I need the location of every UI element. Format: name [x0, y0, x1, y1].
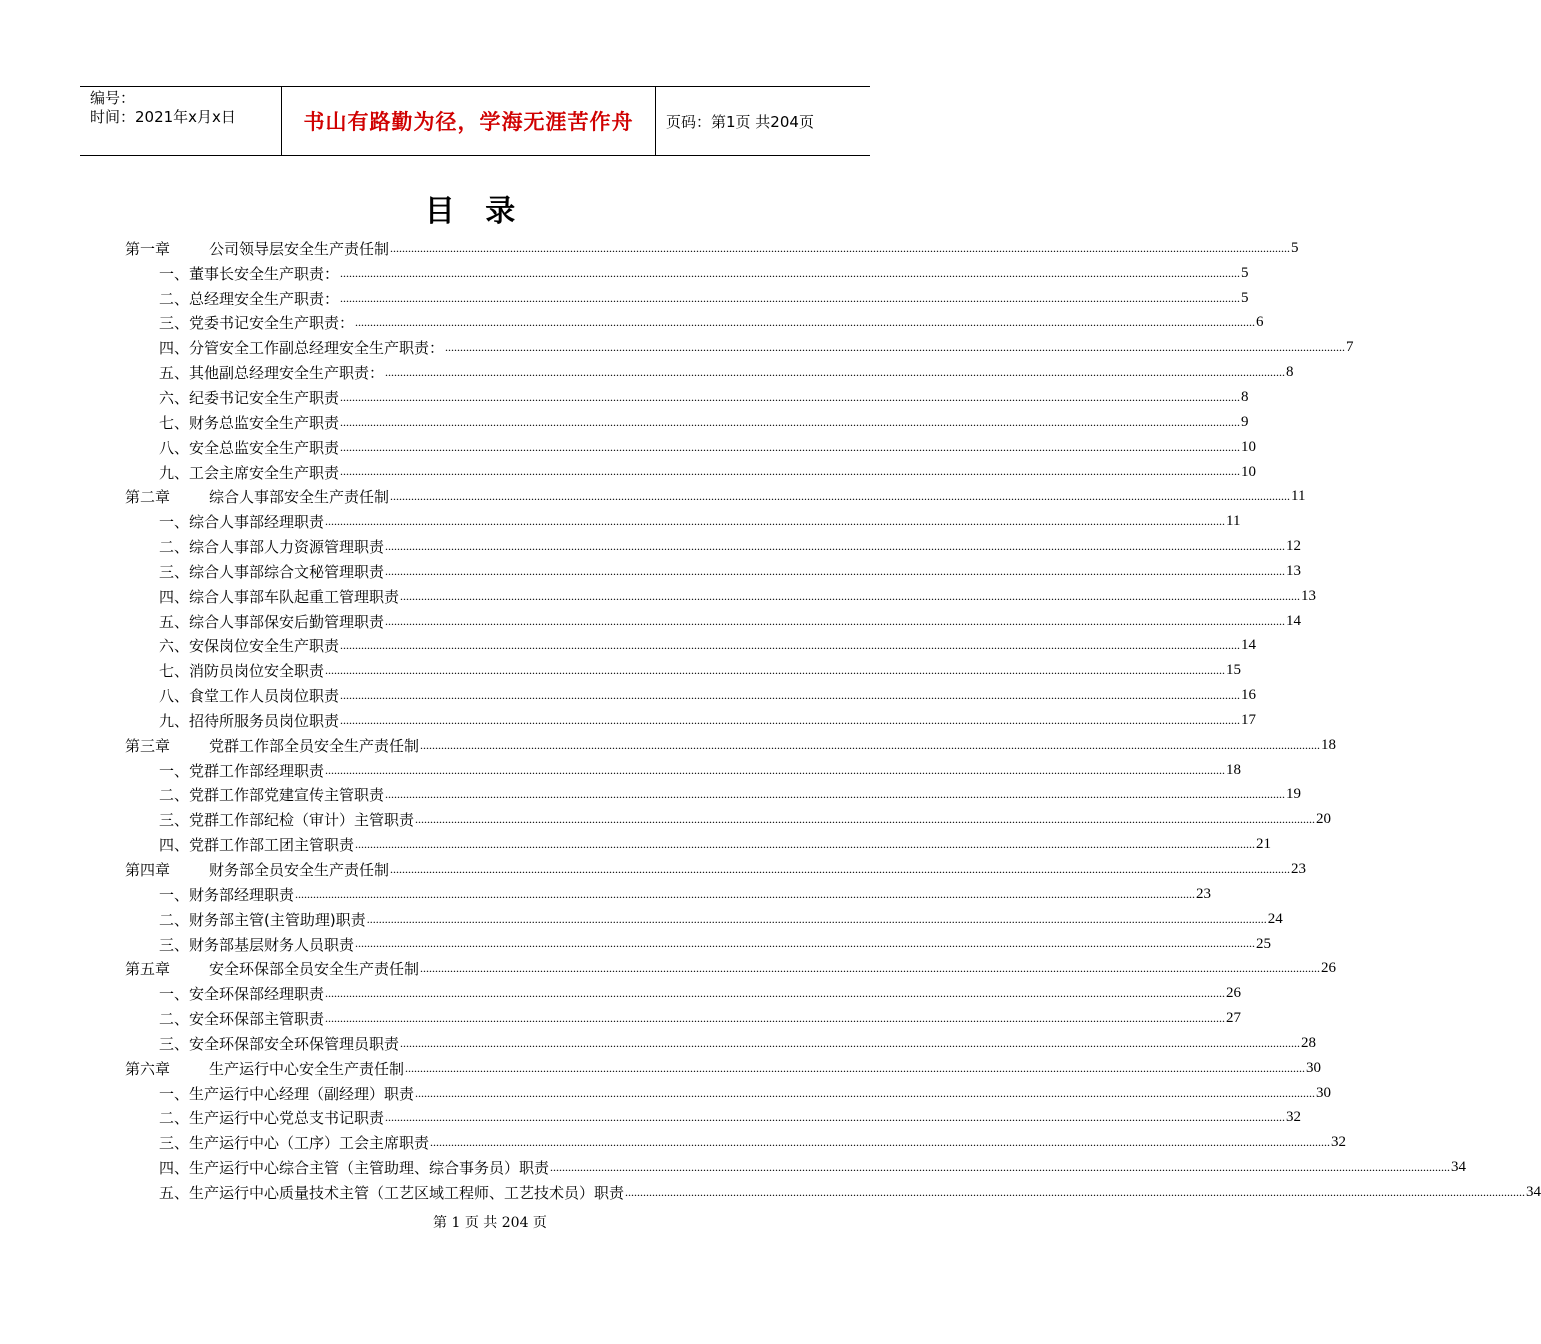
toc-page-number: 10 [1241, 463, 1257, 480]
toc-entry-number: 七、 [159, 413, 190, 432]
toc-page-number: 32 [1286, 1109, 1302, 1126]
toc-entry-title: 财务部全员安全生产责任制 [209, 861, 390, 880]
toc-entry-title: 党群工作部工团主管职责 [189, 836, 355, 855]
toc-page-number: 14 [1286, 612, 1302, 629]
toc-section-entry[interactable] [125, 758, 1242, 783]
toc-section-entry[interactable] [125, 658, 1242, 683]
toc-leader-dots: ............................................................................................................................................................................................................................................................................................................ [390, 240, 1291, 255]
toc-leader-dots: ............................................................................................................................................................................................................................................................................................................ [340, 712, 1241, 727]
toc-leader-dots: ............................................................................................................................................................................................................................................................................................................ [430, 1135, 1331, 1150]
toc-leader-dots: ............................................................................................................................................................................................................................................................................................................ [295, 886, 1196, 901]
toc-entry-title: 总经理安全生产职责： [189, 289, 340, 308]
toc-entry-title: 生产运行中心质量技术主管（工艺区域工程师、工艺技术员）职责 [189, 1183, 625, 1202]
toc-page-number: 24 [1267, 910, 1283, 927]
toc-leader-dots: ............................................................................................................................................................................................................................................................................................................ [355, 936, 1256, 951]
toc-page-number: 13 [1286, 562, 1302, 579]
toc-section-entry[interactable] [125, 311, 1264, 336]
toc-leader-dots: ............................................................................................................................................................................................................................................................................................................ [340, 389, 1241, 404]
toc-entry-title: 生产运行中心综合主管（主管助理、综合事务员）职责 [189, 1159, 550, 1178]
toc-page-number: 18 [1321, 736, 1337, 753]
toc-leader-dots: ............................................................................................................................................................................................................................................................................................................ [340, 638, 1241, 653]
toc-page-number: 16 [1241, 687, 1257, 704]
toc-section-entry[interactable] [125, 932, 1272, 957]
toc-entry-number: 六、 [159, 388, 190, 407]
toc-entry-title: 安全环保部主管职责 [189, 1010, 325, 1029]
header-left-cell [80, 87, 282, 155]
toc-chapter-entry[interactable] [125, 484, 1306, 509]
toc-section-entry[interactable] [125, 708, 1257, 733]
toc-entry-number: 七、 [159, 662, 190, 681]
toc-section-entry[interactable] [125, 882, 1212, 907]
toc-entry-number: 二、 [159, 1010, 190, 1029]
toc-entry-number: 二、 [159, 786, 190, 805]
toc-section-entry[interactable] [125, 634, 1257, 659]
toc-page-number: 27 [1226, 1010, 1242, 1027]
toc-entry-number: 三、 [159, 1034, 190, 1053]
toc-section-entry[interactable] [125, 832, 1272, 857]
toc-section-entry[interactable] [125, 286, 1249, 311]
toc-leader-dots: ............................................................................................................................................................................................................................................................................................................ [415, 1085, 1316, 1100]
toc-entry-title: 综合人事部保安后勤管理职责 [189, 612, 385, 631]
toc-entry-number: 四、 [159, 587, 190, 606]
document-date-label: 时间：2021年x月x日 [90, 108, 236, 126]
toc-page-number: 14 [1241, 637, 1257, 654]
toc-entry-title: 财务部基层财务人员职责 [189, 935, 355, 954]
toc-entry-number: 五、 [159, 364, 190, 383]
toc-leader-dots: ............................................................................................................................................................................................................................................................................................................ [385, 538, 1286, 553]
toc-page-number: 12 [1286, 538, 1302, 555]
toc-section-entry[interactable] [125, 1006, 1242, 1031]
toc-section-entry[interactable] [125, 410, 1249, 435]
toc-page-number: 26 [1226, 985, 1242, 1002]
toc-leader-dots: ............................................................................................................................................................................................................................................................................................................ [420, 737, 1321, 752]
toc-entry-title: 生产运行中心安全生产责任制 [209, 1059, 405, 1078]
toc-leader-dots: ............................................................................................................................................................................................................................................................................................................ [445, 340, 1346, 355]
toc-entry-number: 第二章 [125, 488, 171, 507]
toc-leader-dots: ............................................................................................................................................................................................................................................................................................................ [420, 961, 1321, 976]
toc-entry-number: 第五章 [125, 960, 171, 979]
toc-entry-title: 党群工作部党建宣传主管职责 [189, 786, 385, 805]
toc-chapter-entry[interactable] [125, 1056, 1322, 1081]
toc-entry-title: 食堂工作人员岗位职责 [189, 687, 340, 706]
toc-page-number: 15 [1226, 662, 1242, 679]
toc-section-entry[interactable] [125, 360, 1294, 385]
toc-page-number: 11 [1226, 513, 1241, 530]
toc-entry-title: 生产运行中心经理（副经理）职责 [189, 1084, 415, 1103]
toc-entry-number: 一、 [159, 761, 190, 780]
toc-page-number: 11 [1291, 488, 1306, 505]
toc-entry-number: 二、 [159, 1109, 190, 1128]
toc-leader-dots: ............................................................................................................................................................................................................................................................................................................ [405, 1060, 1306, 1075]
toc-entry-number: 三、 [159, 1134, 190, 1153]
toc-section-entry[interactable] [125, 1106, 1302, 1131]
toc-entry-number: 三、 [159, 811, 190, 830]
page-header [80, 86, 870, 156]
toc-entry-title: 财务总监安全生产职责 [189, 413, 340, 432]
toc-leader-dots: ............................................................................................................................................................................................................................................................................................................ [366, 911, 1267, 926]
document-number-label: 编号： [90, 89, 136, 107]
toc-page-number: 8 [1241, 388, 1249, 405]
toc-leader-dots: ............................................................................................................................................................................................................................................................................................................ [340, 414, 1241, 429]
toc-page-number: 17 [1241, 711, 1257, 728]
toc-entry-number: 三、 [159, 935, 190, 954]
toc-entry-title: 工会主席安全生产职责 [189, 463, 340, 482]
toc-page-number: 19 [1286, 786, 1302, 803]
toc-page-number: 25 [1256, 935, 1272, 952]
toc-leader-dots: ............................................................................................................................................................................................................................................................................................................ [340, 464, 1241, 479]
toc-leader-dots: ............................................................................................................................................................................................................................................................................................................ [325, 1011, 1226, 1025]
toc-leader-dots: ............................................................................................................................................................................................................................................................................................................ [385, 613, 1286, 628]
toc-page-number: 5 [1291, 239, 1299, 256]
toc-entry-number: 一、 [159, 264, 190, 283]
toc-entry-number: 三、 [159, 562, 190, 581]
toc-leader-dots: ............................................................................................................................................................................................................................................................................................................ [400, 1035, 1301, 1050]
toc-leader-dots: ............................................................................................................................................................................................................................................................................................................ [415, 812, 1316, 827]
toc-entry-number: 二、 [159, 910, 190, 929]
toc-entry-title: 综合人事部安全生产责任制 [209, 488, 390, 507]
toc-entry-title: 安全总监安全生产职责 [189, 438, 340, 457]
toc-entry-number: 第三章 [125, 736, 171, 755]
toc-entry-title: 综合人事部综合文秘管理职责 [189, 562, 385, 581]
header-page-info: 页码：第1页 共204页 [666, 112, 814, 131]
toc-entry-title: 党群工作部全员安全生产责任制 [209, 736, 420, 755]
toc-entry-title: 财务部主管(主管助理)职责 [189, 910, 366, 929]
toc-page-number: 7 [1346, 339, 1354, 356]
toc-section-entry[interactable] [125, 385, 1249, 410]
toc-leader-dots: ............................................................................................................................................................................................................................................................................................................ [355, 837, 1256, 852]
toc-page-number: 9 [1241, 413, 1249, 430]
toc-entry-number: 九、 [159, 463, 190, 482]
toc-section-entry[interactable] [125, 559, 1302, 584]
toc-leader-dots: ............................................................................................................................................................................................................................................................................................................ [340, 265, 1241, 280]
toc-leader-dots: ............................................................................................................................................................................................................................................................................................................ [385, 563, 1286, 578]
toc-entry-title: 其他副总经理安全生产职责： [189, 364, 385, 383]
toc-entry-number: 四、 [159, 339, 190, 358]
toc-leader-dots: ............................................................................................................................................................................................................................................................................................................ [385, 365, 1286, 380]
toc-section-entry[interactable] [125, 1155, 1467, 1180]
toc-chapter-entry[interactable] [125, 956, 1337, 981]
page-footer: 第 1 页 共 204 页 [433, 1215, 547, 1231]
toc-page-number: 30 [1316, 1084, 1332, 1101]
toc-leader-dots: ............................................................................................................................................................................................................................................................................................................ [340, 688, 1241, 703]
toc-section-entry[interactable] [125, 460, 1257, 485]
toc-entry-title: 财务部经理职责 [189, 885, 295, 904]
toc-entry-title: 党群工作部经理职责 [189, 761, 325, 780]
toc-entry-number: 六、 [159, 637, 190, 656]
toc-entry-title: 党委书记安全生产职责： [189, 314, 355, 333]
toc-leader-dots: ............................................................................................................................................................................................................................................................................................................ [325, 514, 1226, 529]
toc-entry-title: 安全环保部经理职责 [189, 985, 325, 1004]
toc-leader-dots: ............................................................................................................................................................................................................................................................................................................ [355, 315, 1256, 330]
toc-page-number: 26 [1321, 960, 1337, 977]
toc-section-entry[interactable] [125, 509, 1241, 534]
toc-entry-number: 二、 [159, 538, 190, 557]
toc-entry-title: 招待所服务员岗位职责 [189, 711, 340, 730]
toc-entry-title: 消防员岗位安全职责 [189, 662, 325, 681]
toc-entry-number: 五、 [159, 612, 190, 631]
toc-page-number: 5 [1241, 264, 1249, 281]
toc-leader-dots: ............................................................................................................................................................................................................................................................................................................ [550, 1160, 1451, 1175]
toc-entry-title: 生产运行中心（工序）工会主席职责 [189, 1134, 430, 1153]
toc-entry-number: 一、 [159, 513, 190, 532]
toc-leader-dots: ............................................................................................................................................................................................................................................................................................................ [385, 1110, 1286, 1125]
toc-section-entry[interactable] [125, 435, 1257, 460]
toc-entry-number: 第四章 [125, 861, 171, 880]
toc-entry-title: 纪委书记安全生产职责 [189, 388, 340, 407]
toc-page-number: 28 [1301, 1034, 1317, 1051]
toc-section-entry[interactable] [125, 1180, 1541, 1205]
toc-entry-title: 综合人事部经理职责 [189, 513, 325, 532]
toc-chapter-entry[interactable] [125, 857, 1307, 882]
toc-chapter-entry[interactable] [125, 733, 1337, 758]
toc-entry-title: 安全环保部全员安全生产责任制 [209, 960, 420, 979]
toc-page-number: 5 [1241, 289, 1249, 306]
toc-entry-number: 八、 [159, 438, 190, 457]
toc-page-number: 6 [1256, 314, 1264, 331]
toc-page-number: 32 [1331, 1134, 1347, 1151]
toc-entry-number: 第一章 [125, 239, 171, 258]
toc-entry-title: 分管安全工作副总经理安全生产职责： [189, 339, 445, 358]
toc-page-number: 34 [1451, 1159, 1467, 1176]
toc-entry-title: 安全环保部安全环保管理员职责 [189, 1034, 400, 1053]
toc-entry-title: 生产运行中心党总支书记职责 [189, 1109, 385, 1128]
toc-leader-dots: ............................................................................................................................................................................................................................................................................................................ [390, 861, 1291, 876]
toc-section-entry[interactable] [125, 807, 1332, 832]
toc-leader-dots: ............................................................................................................................................................................................................................................................................................................ [325, 986, 1226, 1001]
toc-section-entry[interactable] [125, 1031, 1317, 1056]
toc-page-number: 21 [1256, 836, 1272, 853]
toc-leader-dots: ............................................................................................................................................................................................................................................................................................................ [400, 588, 1301, 603]
toc-entry-number: 一、 [159, 885, 190, 904]
toc-entry-number: 九、 [159, 711, 190, 730]
toc-entry-number: 四、 [159, 836, 190, 855]
toc-leader-dots: ............................................................................................................................................................................................................................................................................................................ [340, 439, 1241, 454]
toc-page-number: 10 [1241, 438, 1257, 455]
toc-section-entry[interactable] [125, 981, 1242, 1006]
toc-leader-dots: ............................................................................................................................................................................................................................................................................................................ [390, 489, 1291, 504]
toc-page-number: 20 [1316, 811, 1332, 828]
toc-entry-number: 三、 [159, 314, 190, 333]
toc-leader-dots: ............................................................................................................................................................................................................................................................................................................ [340, 290, 1241, 305]
toc-leader-dots: ............................................................................................................................................................................................................................................................................................................ [385, 787, 1286, 802]
toc-leader-dots: ............................................................................................................................................................................................................................................................................................................ [325, 762, 1226, 777]
toc-chapter-entry[interactable] [125, 236, 1299, 261]
toc-page-number: 34 [1526, 1183, 1541, 1200]
toc-section-entry[interactable] [125, 907, 1283, 932]
toc-section-entry[interactable] [125, 783, 1302, 808]
header-motto: 书山有路勤为径，学海无涯苦作舟 [282, 87, 656, 155]
page-title: 目 录 [424, 194, 526, 229]
toc-section-entry[interactable] [125, 609, 1302, 634]
toc-section-entry[interactable] [125, 335, 1354, 360]
toc-page-number: 23 [1196, 885, 1212, 902]
toc-entry-title: 公司领导层安全生产责任制 [209, 239, 390, 258]
toc-entry-title: 综合人事部人力资源管理职责 [189, 538, 385, 557]
toc-leader-dots: ............................................................................................................................................................................................................................................................................................................ [625, 1184, 1526, 1199]
toc-entry-number: 八、 [159, 687, 190, 706]
toc-page-number: 13 [1301, 587, 1317, 604]
toc-entry-number: 二、 [159, 289, 190, 308]
toc-entry-title: 董事长安全生产职责： [189, 264, 340, 283]
toc-entry-title: 安保岗位安全生产职责 [189, 637, 340, 656]
toc-section-entry[interactable] [125, 1130, 1347, 1155]
toc-entry-number: 四、 [159, 1159, 190, 1178]
toc-entry-number: 五、 [159, 1183, 190, 1202]
toc-entry-number: 一、 [159, 985, 190, 1004]
toc-page-number: 23 [1291, 861, 1307, 878]
toc-section-entry[interactable] [125, 683, 1257, 708]
table-of-contents [125, 236, 1541, 1205]
toc-page-number: 8 [1286, 364, 1294, 381]
toc-page-number: 18 [1226, 761, 1242, 778]
toc-page-number: 30 [1306, 1059, 1322, 1076]
toc-section-entry[interactable] [125, 584, 1317, 609]
toc-entry-number: 第六章 [125, 1059, 171, 1078]
toc-entry-title: 党群工作部纪检（审计）主管职责 [189, 811, 415, 830]
toc-entry-number: 一、 [159, 1084, 190, 1103]
toc-entry-title: 综合人事部车队起重工管理职责 [189, 587, 400, 606]
toc-section-entry[interactable] [125, 534, 1302, 559]
toc-section-entry[interactable] [125, 261, 1249, 286]
toc-leader-dots: ............................................................................................................................................................................................................................................................................................................ [325, 663, 1226, 678]
toc-section-entry[interactable] [125, 1081, 1332, 1106]
